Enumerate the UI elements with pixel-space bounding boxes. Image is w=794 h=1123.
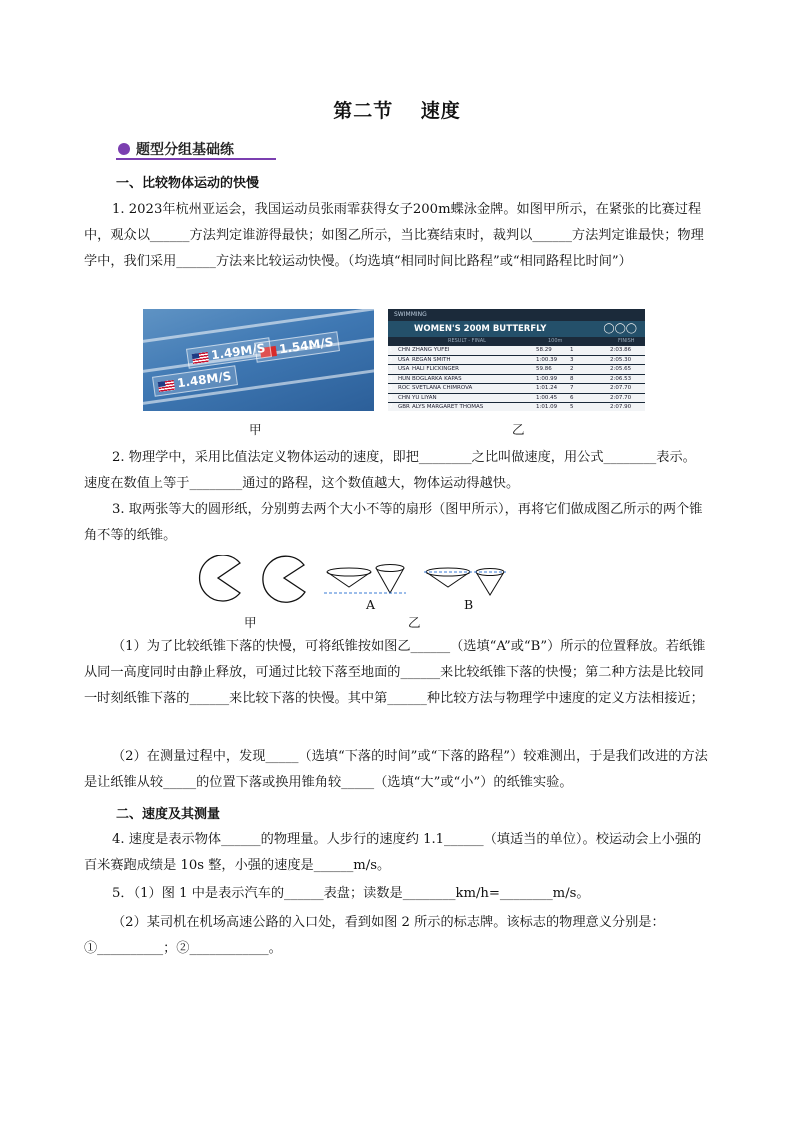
scoreboard-subheader: RESULT - FINAL 100m FINISH (448, 338, 635, 344)
scoreboard-event: WOMEN'S 200M BUTTERFLY (388, 321, 645, 337)
speed-tag-1: 1.54M/S (254, 331, 340, 362)
question-3-part-1 (84, 634, 709, 712)
scoreboard-row: 1 CHN ZHANG YUFEI 58.29 1 2:03.86 (388, 346, 645, 356)
cone-label-a: A (366, 597, 376, 612)
question-3-part-1-text: （1）为了比较纸锥下落的快慢，可将纸锥按如图乙______（选填“A”或“B”）所示的位置释放。若纸锥从同一高度同时由静止释放，可通过比较下落至地面的______来比较纸锥下落的快慢；第二种方法是比较同一时刻纸锥下落的______来比较下落的快慢。其中第______种比较方法与物理学中速度的定义方法相接近； (84, 639, 706, 706)
page-title: 第二节 速度 (333, 100, 461, 122)
question-5-part-1-text: 5．（1）图 1 中是表示汽车的______表盘；读数是________km/h=________m/s。 (112, 886, 590, 901)
question-1-text: 1. 2023年杭州亚运会，我国运动员张雨霏获得女子200m蝶泳金牌。如图甲所示，在紧张的比赛过程中，观众以______方法判定谁游得最快；如图乙所示，当比赛结束时，裁判以______方法判定谁最快；物理学中，我们采用______方法来比较运动快慢。（均选填“相同时间比路程”或“相同路程比时间”） (84, 202, 704, 269)
scoreboard-row: 7 GBR ALYS MARGARET THOMAS 1:01.09 5 2:07.90 (388, 403, 645, 411)
section-badge (118, 139, 234, 159)
badge-underline (116, 158, 276, 160)
usa-flag-icon (158, 379, 175, 391)
scoreboard-row: 4 HUN BOGLARKA KAPAS 1:00.99 8 2:06.53 (388, 375, 645, 385)
speed-tag-3: 1.48M/S (152, 365, 238, 396)
speed-tag-2: 1.49M/S (186, 337, 272, 368)
figure2-caption-left: 甲 (244, 615, 257, 630)
scoreboard-row: 6 CHN YU LIYAN 1:00.45 6 2:07.70 (388, 394, 645, 404)
question-5-part-2 (84, 910, 709, 962)
question-4-text: 4. 速度是表示物体______的物理量。人步行的速度约 1.1______（填适当的单位）。校运动会上小强的百米赛跑成绩是 10s 整，小强的速度是______m/s。 (84, 832, 702, 873)
question-3-text: 3. 取两张等大的圆形纸，分别剪去两个大小不等的扇形（图甲所示），再将它们做成图乙所示的两个锥角不等的纸锥。 (84, 502, 703, 543)
question-3-part-2-text: （2）在测量过程中，发现_____（选填“下落的时间”或“下落的路程”）较难测出，于是我们改进的方法是让纸锥从较_____的位置下落或换用锥角较_____（选填“大”或“小”）的纸锥实验。 (84, 749, 708, 790)
scoreboard-photo (388, 309, 645, 411)
usa-flag-icon (192, 351, 209, 363)
section-heading-2: 二、速度及其测量 (116, 807, 221, 822)
figure2-caption-right: 乙 (408, 615, 421, 630)
question-2 (84, 445, 709, 497)
badge-label: 题型分组基础练 (136, 142, 234, 158)
figure1-caption-left: 甲 (249, 422, 262, 437)
scoreboard-label: SWIMMING (394, 311, 427, 318)
question-5-part-1 (84, 881, 709, 907)
section-heading-1: 一、比较物体运动的快慢 (116, 176, 260, 191)
pool-photo (143, 309, 374, 411)
bullet-dot-icon (118, 143, 130, 155)
cone-label-b: B (464, 597, 474, 612)
scoreboard-row: 5 ROC SVETLANA CHIMROVA 1:01.24 7 2:07.70 (388, 384, 645, 394)
question-2-text: 2. 物理学中，采用比值法定义物体运动的速度，即把________之比叫做速度，用公式________表示。速度在数值上等于________通过的路程，这个数值越大，物体运动得越快。 (84, 450, 696, 491)
cut-circle-large-icon (200, 555, 240, 601)
question-3-part-2 (84, 744, 709, 796)
question-4 (84, 827, 709, 879)
cut-circle-small-icon (263, 556, 305, 602)
figure1-caption-right: 乙 (512, 422, 525, 437)
scoreboard-row: 2 USA REGAN SMITH 1:00.39 3 2:05.30 (388, 356, 645, 366)
scoreboard-row: 3 USA HALI FLICKINGER 59.86 2 2:05.65 (388, 365, 645, 375)
question-5-part-2-text: （2）某司机在机场高速公路的入口处，看到如图 2 所示的标志牌。该标志的物理意义分别是：①__________；②____________。 (84, 915, 665, 956)
olympic-rings-icon: ◯◯◯ (603, 323, 637, 334)
question-1 (84, 197, 709, 275)
question-3 (84, 497, 709, 549)
